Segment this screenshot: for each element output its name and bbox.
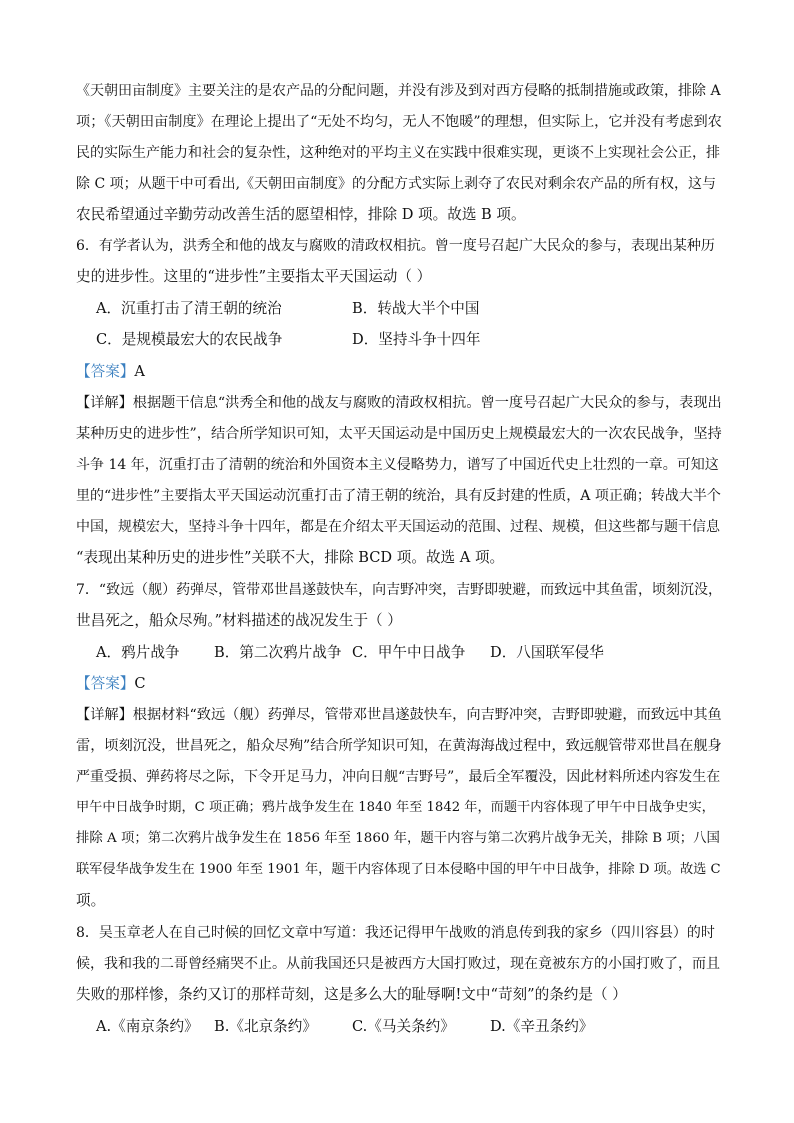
q7-detail-line: 项。 [76, 892, 106, 909]
prev-detail-line: 项；《天朝田亩制度》在理论上提出了“无处不均匀，无人不饱暖”的理想，但实际上，它并没有考虑到农 [76, 114, 722, 130]
q6-option-d: D．坚持斗争十四年 [352, 331, 481, 348]
q7-detail-line: 排除 A 项；第二次鸦片战争发生在 1856 年至 1860 年，题干内容与第二次鸦片战争无关，排除 B 项；八国 [76, 831, 720, 846]
q7-detail-line: 严重受损、弹药将尽之际，下令开足马力，冲向日舰“吉野号”，最后全军覆没，因此材料所述内容发生在 [76, 769, 721, 785]
q6-answer-tag: 【答案】 [76, 363, 135, 380]
prev-detail-line: 民的实际生产能力和社会的复杂性，这种绝对的平均主义在实践中很难实现，更谈不上实现社会公正，排 [76, 145, 720, 161]
q8-option-b: B.《北京条约》 [214, 1018, 317, 1035]
q6-option-c: C．是规模最宏大的农民战争 [96, 331, 283, 348]
q6-stem-line: 史的进步性。这里的“进步性”主要指太平天国运动（ ） [76, 268, 432, 285]
q6-detail-tag: 【详解】 [76, 395, 133, 411]
q7-option-c: C．甲午中日战争 [352, 644, 466, 661]
q7-option-d: D．八国联军侵华 [490, 644, 604, 661]
q6-answer [76, 362, 720, 382]
q6-detail-line: 里的“进步性”主要指太平天国运动沉重打击了清王朝的统治，具有反封建的性质，A 项正确；转战大半个 [76, 488, 721, 504]
q7-detail-line: 联军侵华战争发生在 1900 年至 1901 年，题干内容体现了日本侵略中国的甲午中日战争，排除 D 项。故选 C [76, 862, 721, 877]
q7-detail-line: 雷，顷刻沉没，世昌死之，船众尽殉”结合所学知识可知，在黄海海战过程中，致远舰管带邓世昌在舰身 [76, 738, 722, 754]
q6-option-a: A．沉重打击了清王朝的统治 [96, 300, 282, 317]
q6-stem-line: 6．有学者认为，洪秀全和他的战友与腐败的清政权相抗。曾一度号召起广大民众的参与，表现出某种历 [76, 238, 715, 254]
prev-detail-line: 除 C 项；从题干中可看出,《天朝田亩制度》的分配方式实际上剥夺了农民对剩余农产品的所有权，这与 [76, 176, 717, 192]
q7-stem-line: 7．“致远（舰）药弹尽，管带邓世昌遂鼓快车，向吉野冲突，吉野即驶避，而致远中其鱼雷，顷刻沉没， [76, 582, 723, 598]
q8-option-a: A.《南京条约》 [96, 1018, 199, 1035]
q7-detail-tag: 【详解】 [76, 707, 133, 723]
prev-detail-line: 《天朝田亩制度》主要关注的是农产品的分配问题，并没有涉及到对西方侵略的抵制措施或政策，排除 A [76, 83, 721, 99]
q7-answer-tag: 【答案】 [76, 675, 135, 692]
q7-detail-line [76, 705, 720, 725]
q8-stem-line: 8．吴玉章老人在自己时候的回忆文章中写道：我还记得甲午战败的消息传到我的家乡（四川容县）的时 [76, 925, 715, 941]
q7-option-b: B．第二次鸦片战争 [214, 644, 342, 661]
q6-detail-line: 中国，规模宏大，坚持斗争十四年，都是在介绍太平天国运动的范围、过程、规模，但这些都与题干信息 [76, 519, 720, 535]
q8-stem-line: 失败的那样惨，条约又订的那样苛刻，这是多么大的耻辱啊!文中“苛刻”的条约是（ ） [76, 986, 627, 1003]
q6-detail-line: 某种历史的进步性”，结合所学知识可知，太平天国运动是中国历史上规模最宏大的一次农民战争，坚持 [76, 426, 722, 442]
q7-detail-text: 根据材料“致远（舰）药弹尽，管带邓世昌遂鼓快车，向吉野冲突，吉野即驶避，而致远中其鱼 [132, 707, 722, 723]
q8-option-d: D.《辛丑条约》 [490, 1018, 594, 1035]
q6-detail-line [76, 393, 720, 413]
q7-answer-value: C [134, 675, 146, 692]
q8-option-c: C.《马关条约》 [352, 1018, 455, 1035]
q6-detail-line: 斗争 14 年，沉重打击了清朝的统治和外国资本主义侵略势力，谱写了中国近代史上壮烈的一章。可知这 [76, 457, 719, 473]
q6-detail-line: “表现出某种历史的进步性”关联不大，排除 BCD 项。故选 A 项。 [76, 549, 505, 566]
q6-option-b: B．转战大半个中国 [352, 300, 480, 317]
prev-detail-line: 农民希望通过辛勤劳动改善生活的愿望相悖，排除 D 项。故选 B 项。 [76, 206, 526, 223]
q8-stem-line: 候，我和我的二哥曾经痛哭不止。从前我国还只是被西方大国打败过，现在竟被东方的小国打败了，而且 [76, 956, 720, 972]
q6-answer-value: A [134, 363, 145, 380]
q6-detail-text: 根据题干信息“洪秀全和他的战友与腐败的清政权相抗。曾一度号召起广大民众的参与，表现出 [132, 395, 722, 411]
q7-stem-line: 世昌死之，船众尽殉。”材料描述的战况发生于（ ） [76, 612, 402, 629]
q7-detail-line: 甲午中日战争时期，C 项正确；鸦片战争发生在 1840 年至 1842 年，而题干内容体现了甲午中日战争史实， [76, 800, 715, 815]
q7-answer [76, 674, 720, 694]
q7-option-a: A．鸦片战争 [96, 644, 180, 661]
